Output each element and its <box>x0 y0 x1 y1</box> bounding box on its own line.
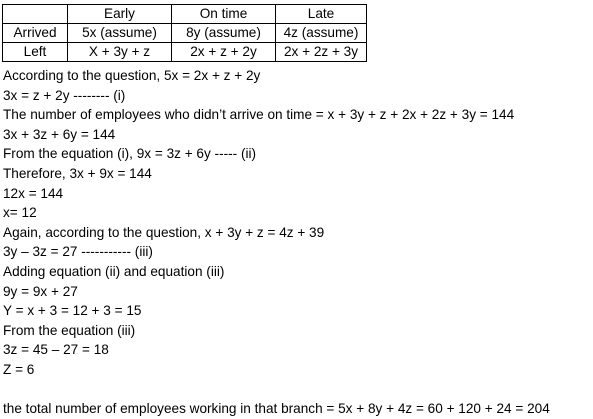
table-header-cell <box>3 5 68 24</box>
table-cell: 8y (assume) <box>172 24 276 43</box>
table-header-row <box>3 5 367 24</box>
table-row <box>3 24 367 43</box>
solution-line: Therefore, 3x + 9x = 144 <box>3 165 152 181</box>
table-header-cell: Late <box>276 5 367 24</box>
table-cell: Left <box>3 43 68 62</box>
solution-text <box>3 66 591 419</box>
table-cell: 4z (assume) <box>276 24 367 43</box>
table-cell: Arrived <box>3 24 68 43</box>
solution-line: According to the question, 5x = 2x + z + 2y <box>3 68 261 83</box>
table-cell: 5x (assume) <box>68 24 172 43</box>
solution-line: 9y = 9x + 27 <box>3 283 78 299</box>
solution-line: Y = x + 3 = 12 + 3 = 15 <box>3 303 142 319</box>
blank-line <box>3 380 591 400</box>
solution-line: From the equation (i), 9x = 3z + 6y ----- (ii) <box>3 146 257 162</box>
table-header-cell: Early <box>68 5 172 24</box>
solution-line: From the equation (iii) <box>3 322 136 338</box>
conclusion-line: the total number of employees working in that branch = 5x + 8y + 4z = 60 + 120 + 24 = 204 <box>3 401 550 417</box>
solution-line: 3y – 3z = 27 ----------- (iii) <box>3 244 153 260</box>
solution-line: The number of employees who didn’t arrive on time = x + 3y + z + 2x + 2z + 3y = 144 <box>3 107 515 123</box>
solution-line: Again, according to the question, x + 3y + z = 4z + 39 <box>3 224 325 240</box>
table-cell: X + 3y + z <box>68 43 172 62</box>
solution-line: 3x + 3z + 6y = 144 <box>3 126 116 142</box>
solution-line: Z = 6 <box>3 361 35 377</box>
table-row <box>3 43 367 62</box>
table-cell: 2x + z + 2y <box>172 43 276 62</box>
solution-line: 3z = 45 – 27 = 18 <box>3 342 109 358</box>
solution-line: Adding equation (ii) and equation (iii) <box>3 263 225 279</box>
solution-line: 3x = z + 2y -------- (i) <box>3 87 126 103</box>
solution-line: 12x = 144 <box>3 185 64 201</box>
table-header-cell: On time <box>172 5 276 24</box>
arrival-departure-table <box>2 4 367 62</box>
solution-line: x= 12 <box>3 205 37 221</box>
table-cell: 2x + 2z + 3y <box>276 43 367 62</box>
